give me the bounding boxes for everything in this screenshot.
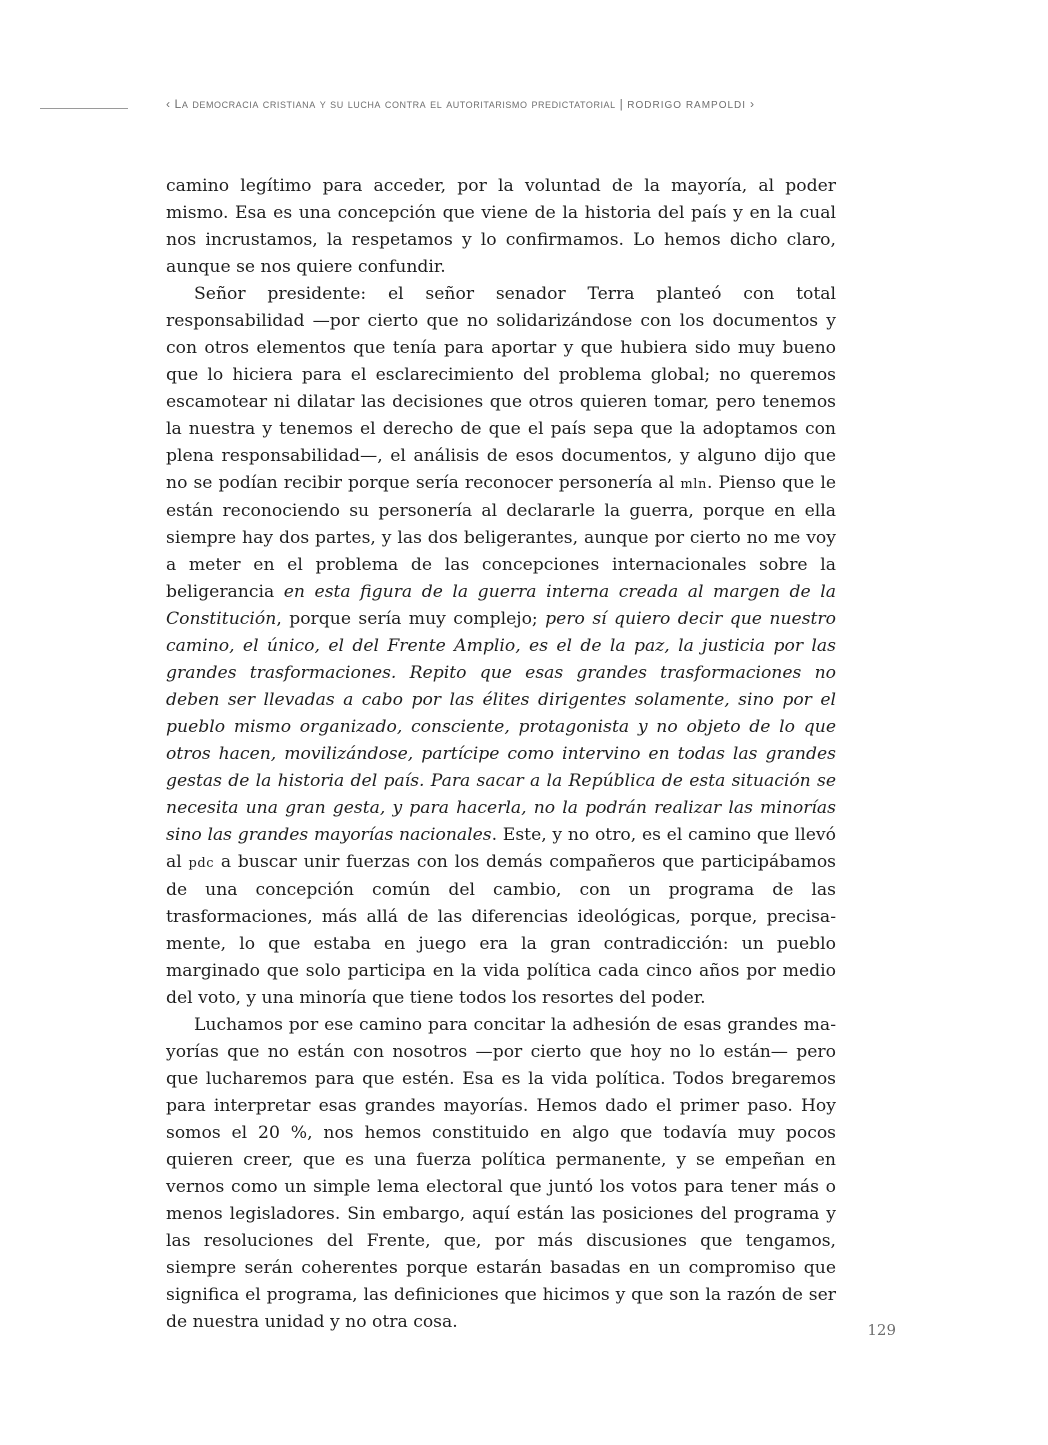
small-caps-run: pdc xyxy=(188,856,215,871)
header-title: La democracia cristiana y su lucha contra el autoritarismo predictatorial xyxy=(174,97,616,111)
italic-run: en esta figura de la guerra interna creada al margen de la Constitución xyxy=(166,582,836,629)
text-run: . Este, y no otro, es el camino que llevó al xyxy=(166,825,836,872)
header-open-mark: ‹ xyxy=(166,97,175,111)
paragraph xyxy=(166,281,836,1012)
running-header xyxy=(166,97,866,111)
text-run: . Pienso que le están reconociendo su personería al declararle la guerra, porque en ella siempre hay dos partes, y las dos beligerantes, aunque por cierto no me voy a meter en el problema de las concepciones internacionales sobre la beligerancia xyxy=(166,473,836,602)
header-rule xyxy=(40,108,128,109)
text-run: , porque sería muy complejo; xyxy=(276,609,546,629)
text-run: camino legítimo para acceder, por la voluntad de la mayoría, al poder mismo. Esa es una concepción que viene de la historia del país y en la cual nos incrustamos, la respetamos y lo confirmamos. Lo hemos dicho claro, aunque se nos quiere confundir. xyxy=(166,176,836,277)
header-separator: | xyxy=(615,97,628,111)
text-run: Señor presidente: el señor senador Terra planteó con total responsabilidad —por cierto que no solidarizándose con los documentos y con otros elementos que tenía para aportar y que hubiera sido muy bueno que lo hiciera para el esclarecimiento del problema global; no queremos escamotear ni dilatar las decisiones que otros quieren tomar, pero tenemos la nuestra y tenemos el derecho de que el país sepa que la adoptamos con plena responsabilidad—, el análisis de esos documentos, y alguno dijo que no se podían recibir porque sería reconocer personería al xyxy=(166,284,836,493)
italic-run: pero sí quiero decir que nuestro camino, el único, el del Frente Amplio, es el de la paz, la justicia por las grandes trasformaciones. Repito que esas grandes trasformaciones no deben ser llevadas a cabo por las élites dirigentes solamente, sino por el pueblo mismo organizado, consciente, protagonista y no objeto de lo que otros hacen, movilizándose, partícipe como intervino en todas las grandes gestas de la historia del país. Para sacar a la República de esta situación se necesita una gran gesta, y para hacerla, no la podrán realizar las minorías sino las grandes mayorías nacionales xyxy=(166,609,836,845)
body-text xyxy=(166,173,836,1336)
small-caps-run: mln xyxy=(680,477,707,492)
header-author: RODRIGO RAMPOLDI xyxy=(627,100,747,111)
paragraph xyxy=(166,173,836,281)
text-run: Luchamos por ese camino para concitar la adhesión de esas grandes mayorías que no están con nosotros —por cierto que hoy no lo están— pero que lucharemos para que estén. Esa es la vida política. Todos bregaremos para interpretar esas grandes mayorías. Hemos dado el primer paso. Hoy somos el 20 %, nos hemos constituido en algo que todavía muy pocos quieren creer, que es una fuerza política permanente, y se empeñan en vernos como un simple lema electoral que juntó los votos para tener más o menos legisladores. Sin embargo, aquí están las posiciones del programa y las resoluciones del Frente, que, por más discusiones que tengamos, siempre serán coherentes porque estarán basadas en un compromiso que significa el programa, las definiciones que hicimos y que son la razón de ser de nuestra unidad y no otra cosa. xyxy=(166,1015,836,1332)
page-number: 129 xyxy=(867,1321,896,1339)
text-run: a buscar unir fuerzas con los demás compañeros que participábamos de una concepción común del cambio, con un programa de las trasformaciones, más allá de las diferencias ideológicas, porque, precisamente, lo que estaba en juego era la gran contradicción: un pueblo marginado que solo participa en la vida política cada cinco años por medio del voto, y una minoría que tiene todos los resortes del poder. xyxy=(166,852,836,1008)
paragraph xyxy=(166,1012,836,1336)
header-close-mark: › xyxy=(746,97,755,111)
